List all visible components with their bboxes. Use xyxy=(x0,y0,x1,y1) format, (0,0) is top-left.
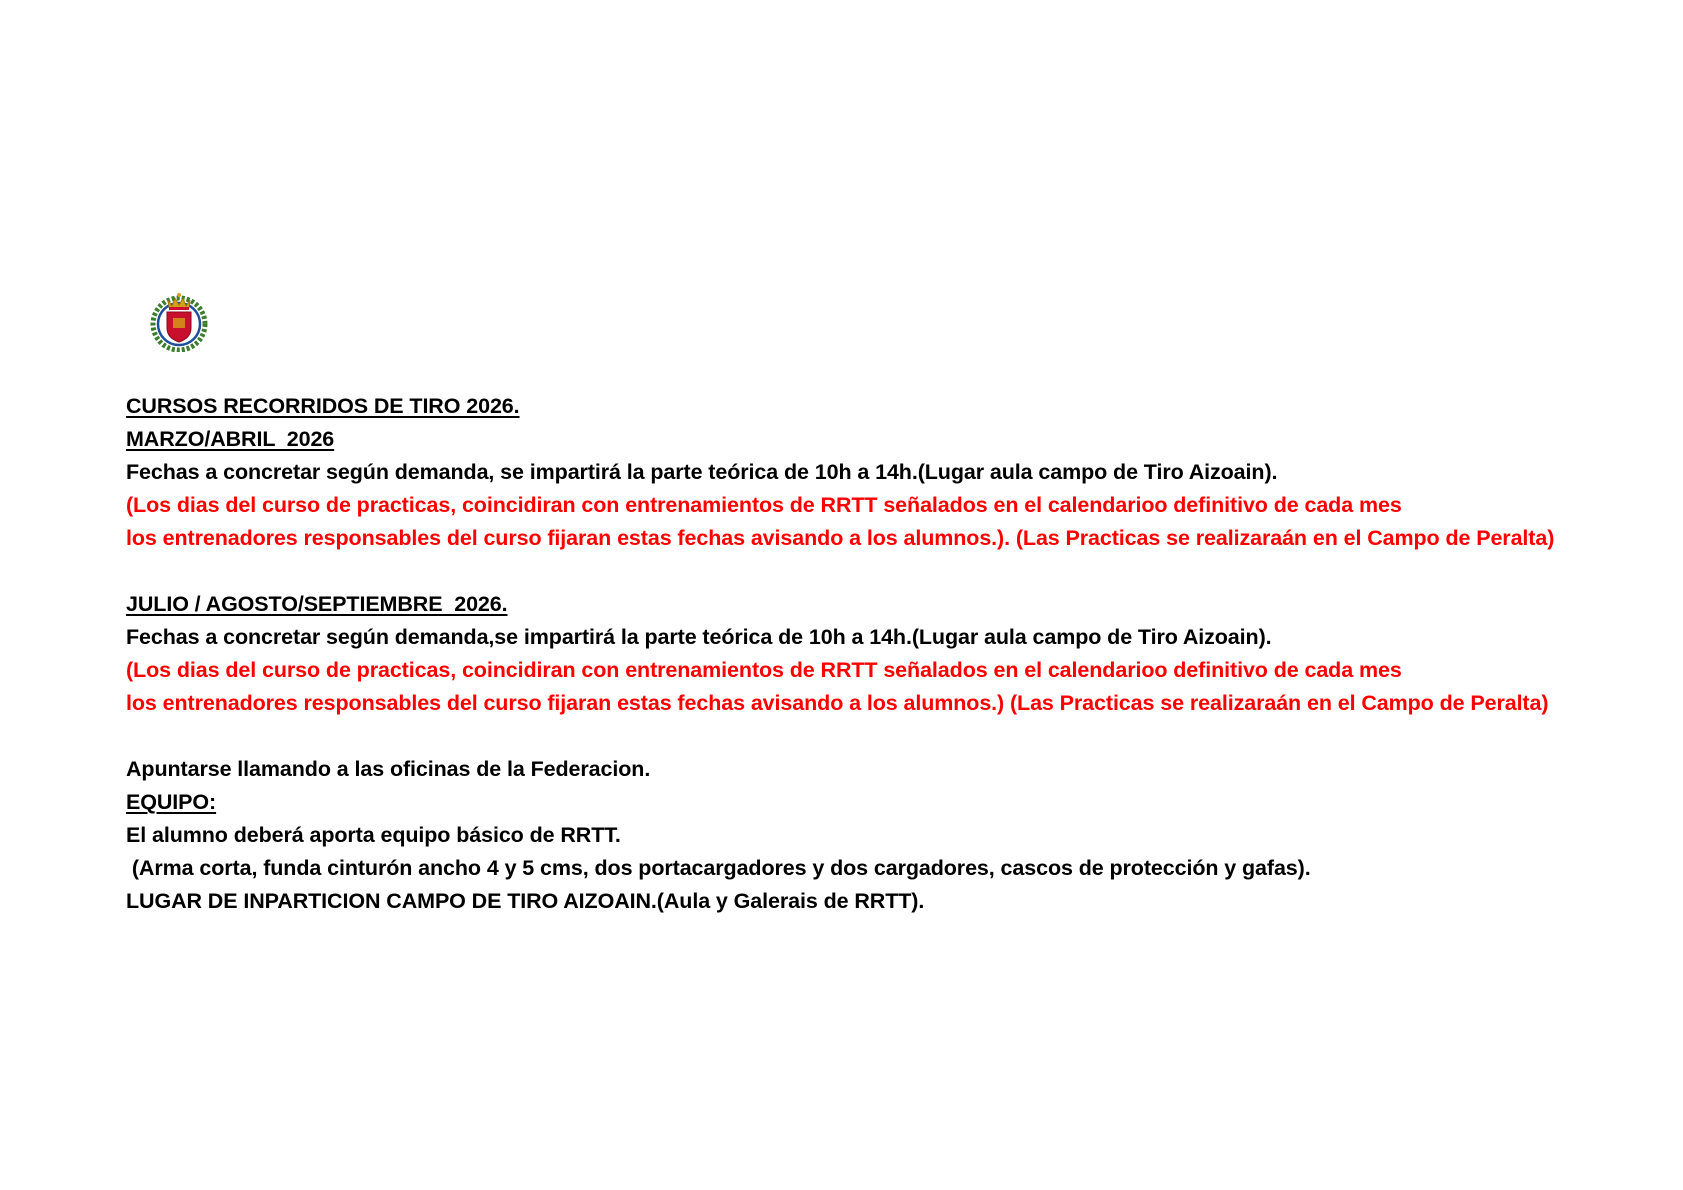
equipment-title: EQUIPO: xyxy=(126,790,217,814)
session1-title: MARZO/ABRIL 2026 xyxy=(126,427,335,451)
page-title: CURSOS RECORRIDOS DE TIRO 2026. xyxy=(126,394,520,418)
equipment-line2: (Arma corta, funda cinturón ancho 4 y 5 cms, dos portacargadores y dos cargadores, cascos de protección y gafas). xyxy=(126,856,1311,880)
session2-dates: Fechas a concretar según demanda,se impartirá la parte teórica de 10h a 14h.(Lugar aula campo de Tiro Aizoain). xyxy=(126,625,1272,649)
equipment-line1: El alumno deberá aporta equipo básico de RRTT. xyxy=(126,823,621,847)
signup-instructions: Apuntarse llamando a las oficinas de la Federacion. xyxy=(126,757,651,781)
session1-note-line1: (Los dias del curso de practicas, coincidiran con entrenamientos de RRTT señalados en el calendarioo definitivo de cada mes xyxy=(126,493,1402,517)
session1-note-line2: los entrenadores responsables del curso fijaran estas fechas avisando a los alumnos.). (Las Practicas se realizaraán en el Campo de Peralta) xyxy=(126,526,1555,550)
spacer xyxy=(126,720,1666,753)
session1-dates: Fechas a concretar según demanda, se impartirá la parte teórica de 10h a 14h.(Lugar aula campo de Tiro Aizoain). xyxy=(126,460,1278,484)
location-line: LUGAR DE INPARTICION CAMPO DE TIRO AIZOAIN.(Aula y Galerais de RRTT). xyxy=(126,889,925,913)
spacer xyxy=(126,555,1666,588)
session2-note-line1: (Los dias del curso de practicas, coincidiran con entrenamientos de RRTT señalados en el calendarioo definitivo de cada mes xyxy=(126,658,1402,682)
course-announcement xyxy=(126,390,1666,918)
federation-crest-icon xyxy=(146,286,212,352)
session2-title: JULIO / AGOSTO/SEPTIEMBRE 2026. xyxy=(126,592,508,616)
session2-note-line2: los entrenadores responsables del curso fijaran estas fechas avisando a los alumnos.) (Las Practicas se realizaraán en el Campo de Peralta) xyxy=(126,691,1549,715)
